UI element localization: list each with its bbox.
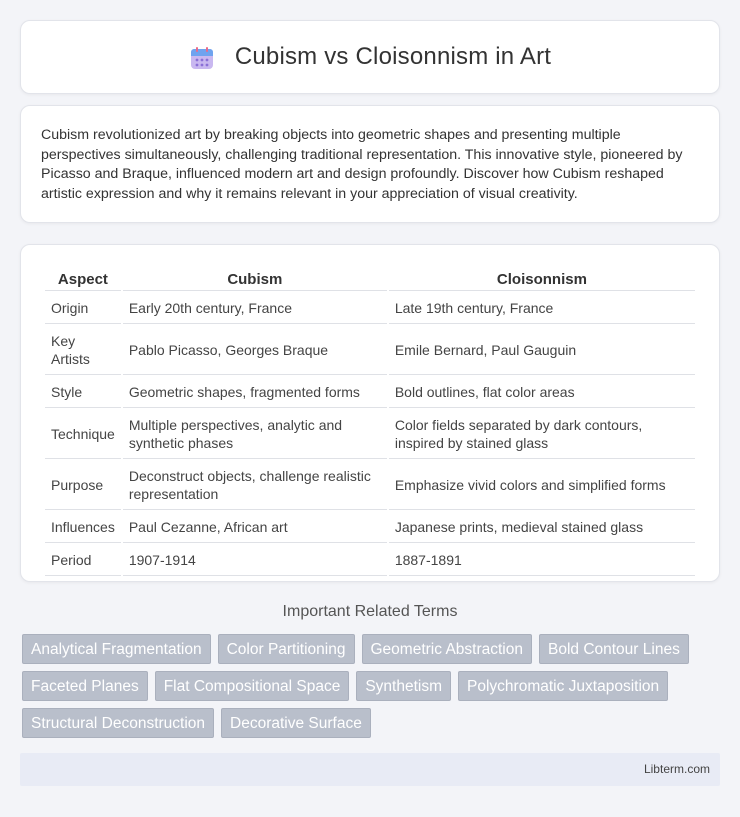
cell-aspect: Style: [45, 377, 121, 408]
table-header-row: [45, 267, 695, 291]
cell-cloisonnism: Emile Bernard, Paul Gauguin: [389, 326, 695, 375]
related-term-tag[interactable]: Geometric Abstraction: [362, 634, 532, 664]
table-row: [45, 461, 695, 510]
related-term-tag[interactable]: Structural Deconstruction: [22, 708, 214, 738]
cell-cubism: Early 20th century, France: [123, 293, 387, 324]
footer: [20, 753, 720, 786]
cell-cloisonnism: Emphasize vivid colors and simplified forms: [389, 461, 695, 510]
related-term-tag[interactable]: Polychromatic Juxtaposition: [458, 671, 668, 701]
cell-cloisonnism: Color fields separated by dark contours, inspired by stained glass: [389, 410, 695, 459]
cell-cubism: Paul Cezanne, African art: [123, 512, 387, 543]
comparison-table: [43, 265, 697, 578]
calendar-icon: [189, 45, 215, 71]
related-term-tag[interactable]: Flat Compositional Space: [155, 671, 350, 701]
cell-cubism: Deconstruct objects, challenge realistic representation: [123, 461, 387, 510]
related-term-tag[interactable]: Bold Contour Lines: [539, 634, 689, 664]
related-term-tag[interactable]: Color Partitioning: [218, 634, 355, 664]
cell-cloisonnism: 1887-1891: [389, 545, 695, 576]
intro-card: [20, 105, 720, 223]
page-title: Cubism vs Cloisonnism in Art: [234, 43, 552, 70]
cell-aspect: Technique: [45, 410, 121, 459]
table-row: [45, 545, 695, 576]
related-term-tag[interactable]: Synthetism: [356, 671, 451, 701]
column-header-cloisonnism: Cloisonnism: [389, 267, 695, 291]
cell-cubism: Pablo Picasso, Georges Braque: [123, 326, 387, 375]
intro-text: Cubism revolutionized art by breaking objects into geometric shapes and presenting multiple perspectives simultaneously, challenging traditional representation. This innovative style, pioneered by Picasso and Braque, influenced modern art and design profoundly. Discover how Cubism reshaped artistic expression and why it remains relevant in your appreciation of visual creativity.: [41, 127, 683, 202]
cell-aspect: Period: [45, 545, 121, 576]
cell-cubism: Multiple perspectives, analytic and synthetic phases: [123, 410, 387, 459]
table-row: [45, 293, 695, 324]
related-terms-title: Important Related Terms: [282, 603, 458, 620]
table-row: [45, 326, 695, 375]
cell-cubism: Geometric shapes, fragmented forms: [123, 377, 387, 408]
column-header-cubism: Cubism: [123, 267, 387, 291]
cell-cubism: 1907-1914: [123, 545, 387, 576]
related-term-tag[interactable]: Decorative Surface: [221, 708, 371, 738]
comparison-table-card: [20, 244, 720, 582]
table-row: [45, 410, 695, 459]
cell-aspect: Influences: [45, 512, 121, 543]
table-row: [45, 377, 695, 408]
related-term-tag[interactable]: Faceted Planes: [22, 671, 148, 701]
cell-cloisonnism: Bold outlines, flat color areas: [389, 377, 695, 408]
cell-aspect: Purpose: [45, 461, 121, 510]
cell-aspect: Origin: [45, 293, 121, 324]
header-card: [20, 20, 720, 94]
related-terms-list: [22, 634, 722, 738]
related-term-tag[interactable]: Analytical Fragmentation: [22, 634, 211, 664]
cell-cloisonnism: Late 19th century, France: [389, 293, 695, 324]
footer-link[interactable]: Libterm.com: [643, 762, 710, 776]
cell-cloisonnism: Japanese prints, medieval stained glass: [389, 512, 695, 543]
table-row: [45, 512, 695, 543]
cell-aspect: Key Artists: [45, 326, 121, 375]
column-header-aspect: Aspect: [45, 267, 121, 291]
